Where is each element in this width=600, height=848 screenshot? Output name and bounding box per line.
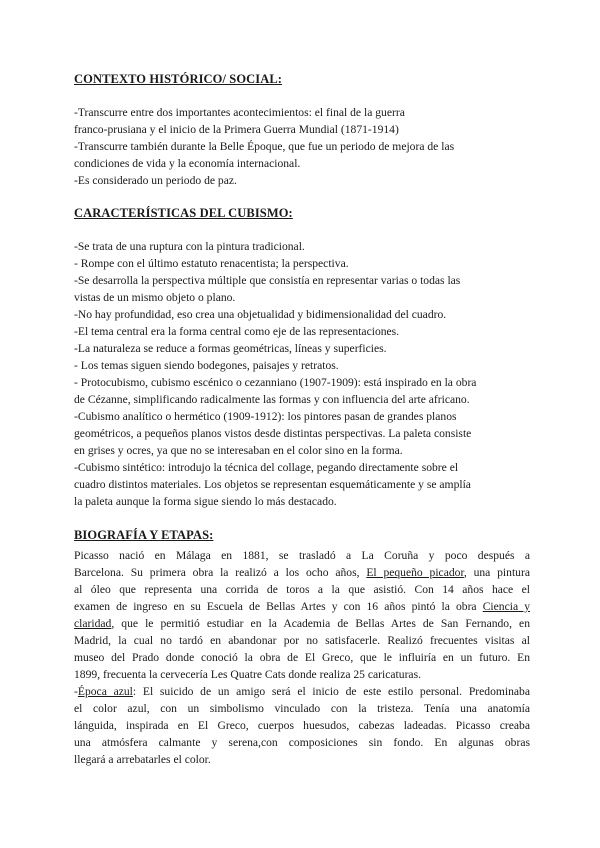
text-line: al óleo que representa una corrida de toros a la que asistió. Con 14 años hace el	[74, 583, 530, 596]
artwork-title-link: El pequeño picador	[366, 566, 464, 579]
text-line: condiciones de vida y la economía internacional.	[74, 157, 301, 170]
text-line: -Se trata de una ruptura con la pintura tradicional.	[74, 240, 305, 253]
text-line: Madrid, la cual no tardó en abandonar por no satisfacerle. Realizó frecuentes visitas al	[74, 634, 530, 647]
text-line: -No hay profundidad, eso crea una objetualidad y bidimensionalidad del cuadro.	[74, 308, 447, 321]
text-line: -Se desarrolla la perspectiva múltiple que consistía en representar varias o todas las	[74, 274, 461, 287]
text-line: lánguida, inspirada en El Greco, cuerpos huesudos, cabezas ladeadas. Picasso creaba	[74, 719, 530, 732]
text-line: geométricos, a pequeños planos vistos desde distintas perspectivas. La paleta consiste	[74, 427, 472, 440]
section-heading: BIOGRAFÍA Y ETAPAS:	[74, 528, 214, 542]
text-span: examen de ingreso en su Escuela de Bellas Artes y con 16 años pintó la obra	[74, 600, 483, 613]
text-line	[74, 564, 530, 581]
text-line: -Transcurre también durante la Belle Époque, que fue un periodo de mejora de las	[74, 140, 455, 153]
section-contexto	[74, 72, 530, 87]
text-line: el color azul, con un simbolismo vinculado con la tristeza. Tenía una anatomía	[74, 702, 530, 715]
text-line: cuadro distintos materiales. Los objetos se representan esquemáticamente y se amplía	[74, 478, 471, 491]
section-heading: CONTEXTO HISTÓRICO/ SOCIAL:	[74, 72, 283, 86]
text-line: - Protocubismo, cubismo escénico o cezanniano (1907-1909): está inspirado en la obra	[74, 376, 477, 389]
text-line: una atmósfera calmante y serena,con composiciones sin fondo. En algunas obras	[74, 736, 530, 749]
period-title-link: Época azul	[77, 685, 133, 698]
text-line: Picasso nació en Málaga en 1881, se trasladó a La Coruña y poco después a	[74, 549, 530, 562]
text-line	[74, 683, 530, 700]
text-span: , que le permitió estudiar en la Academia de Bellas Artes de San Fernando, en	[111, 617, 530, 630]
text-line	[74, 615, 530, 632]
text-line: - Los temas siguen siendo bodegones, paisajes y retratos.	[74, 359, 339, 372]
artwork-title-link: claridad	[74, 617, 112, 630]
text-line: 1899, frecuenta la cervecería Les Quatre Cats donde realiza 25 caricaturas.	[74, 668, 421, 681]
text-line: vistas de un mismo objeto o plano.	[74, 291, 236, 304]
cubismo-body	[74, 238, 530, 510]
text-line: -Transcurre entre dos importantes acontecimientos: el final de la guerra	[74, 106, 405, 119]
text-line: llegará a arrebatarles el color.	[74, 753, 211, 766]
text-span: Barcelona. Su primera obra la realizó a los ocho años,	[74, 566, 367, 579]
section-heading: CARACTERÍSTICAS DEL CUBISMO:	[74, 206, 293, 220]
artwork-title-link: Ciencia y	[482, 600, 530, 613]
text-span: -	[74, 685, 78, 698]
section-cubismo	[74, 206, 530, 221]
text-span: , una pintura	[463, 566, 530, 579]
contexto-body	[74, 104, 530, 189]
text-line: de Cézanne, simplificando radicalmente las formas y con influencia del arte africano.	[74, 393, 470, 406]
biografia-body	[74, 547, 530, 768]
text-line: museo del Prado donde conoció la obra de El Greco, que le influiría en un futuro. En	[74, 651, 530, 664]
text-line: -El tema central era la forma central como eje de las representaciones.	[74, 325, 400, 338]
text-line: franco-prusiana y el inicio de la Primera Guerra Mundial (1871-1914)	[74, 123, 399, 136]
section-biografia	[74, 528, 530, 543]
text-line: - Rompe con el último estatuto renacentista; la perspectiva.	[74, 257, 349, 270]
text-line: -Cubismo analítico o hermético (1909-1912): los pintores pasan de grandes planos	[74, 410, 457, 423]
text-line: la paleta aunque la forma sigue siendo lo más destacado.	[74, 495, 337, 508]
text-line: -Cubismo sintético: introdujo la técnica del collage, pegando directamente sobre el	[74, 461, 459, 474]
text-line: en grises y ocres, ya que no se interesaban en el color sino en la forma.	[74, 444, 403, 457]
text-line: -Es considerado un periodo de paz.	[74, 174, 237, 187]
text-span: : El suicido de un amigo será el inicio de este estilo personal. Predominaba	[132, 685, 530, 698]
text-line	[74, 598, 530, 615]
text-line: -La naturaleza se reduce a formas geométricas, líneas y superficies.	[74, 342, 387, 355]
